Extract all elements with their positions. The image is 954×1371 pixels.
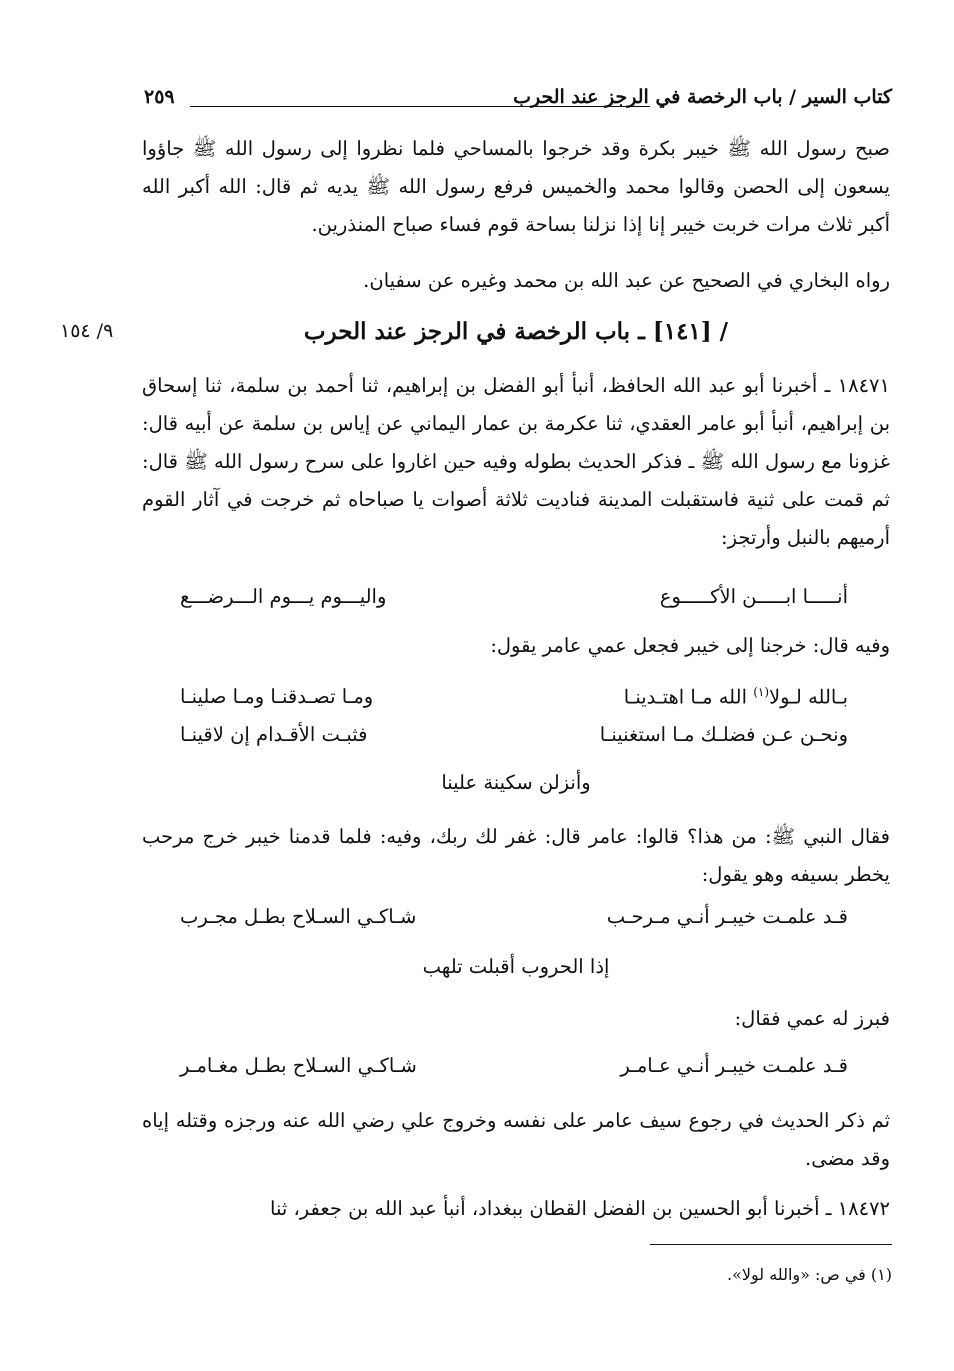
paragraph-1: صبح رسول الله ﷺ خيبر بكرة وقد خرجوا بالمساحي فلما نظروا إلى رسول الله ﷺ جاؤوا يسعون إلى الحصن وقالوا محمد والخميس فرفع رسول الله ﷺ يديه ثم قال: الله أكبر الله أكبر ثلاث مرات خربت خيبر إنا إذا نزلنا بساحة قوم فساء صباح المنذرين.	[142, 137, 890, 236]
paragraph-5: ثم ذكر الحديث في رجوع سيف عامر على نفسه وخروج علي رضي الله عنه ورجزه وقتله إياه وقد مضى.	[142, 1109, 890, 1170]
verse-5-first-hemistich: قـد علمـت خيبـر أنـي عـامـر	[620, 1054, 848, 1077]
verse-2	[180, 685, 848, 723]
verse-1-first-hemistich: أنـــــا ابـــــن الأكـــــوع	[659, 585, 848, 608]
verse-4-second-hemistich: شـاكـي السـلاح بطـل مجـرب	[180, 905, 417, 928]
paragraph-2: رواه البخاري في الصحيح عن عبد الله بن محمد وغيره عن سفيان.	[363, 269, 890, 292]
page-header	[140, 86, 892, 116]
paragraph-4: فقال النبي ﷺ: من هذا؟ قالوا: عامر قال: غفر لك ربك، وفيه: فلما قدمنا خيبر خرج مرحب يخطر بسيفه وهو يقول:	[142, 825, 890, 886]
centered-line-1: وأنزلن سكينة علينا	[441, 771, 591, 794]
verse-3-second-hemistich: فثبـت الأقـدام إن لاقينـا	[180, 723, 368, 746]
page-number: ٢٥٩	[144, 86, 175, 108]
verse-4	[180, 905, 848, 943]
footnote: (١) في ص: «والله لولا».	[727, 1265, 892, 1284]
verse-2-first-hemistich	[624, 685, 848, 709]
verse-5	[180, 1054, 848, 1092]
verse-4-first-hemistich: قـد علمـت خيبـر أنـي مـرحـب	[606, 905, 848, 928]
chapter-title: / [١٤١] ـ باب الرخصة في الرجز عند الحرب	[303, 318, 729, 345]
verse-3	[180, 723, 848, 761]
verse-2-first-part: بـالله لـولا	[769, 685, 848, 709]
verse-1-second-hemistich: واليـــوم يـــوم الـــرضـــع	[180, 585, 387, 608]
verse-5-second-hemistich: شـاكـي السـلاح بطـل مغـامـر	[180, 1054, 417, 1077]
line-1: وفيه قال: خرجنا إلى خيبر فجعل عمي عامر يقول:	[490, 634, 890, 657]
margin-reference: ٩/ ١٥٤	[60, 320, 114, 342]
paragraph-6: ١٨٤٧٢ ـ أخبرنا أبو الحسين بن الفضل القطان ببغداد، أنبأ عبد الله بن جعفر، ثنا	[270, 1197, 890, 1220]
header-rule	[190, 106, 650, 107]
centered-line-2: إذا الحروب أقبلت تلهب	[422, 955, 610, 978]
footnote-rule	[650, 1244, 892, 1245]
verse-3-first-hemistich: ونحـن عـن فضلـك مـا استغنينـا	[599, 723, 848, 746]
verse-2-second-hemistich: ومـا تصـدقنـا ومـا صلينـا	[180, 685, 374, 708]
verse-2-second-part: الله مـا اهتـدينـا	[623, 685, 754, 709]
line-2: فبرز له عمي فقال:	[734, 1007, 890, 1030]
paragraph-3: ١٨٤٧١ ـ أخبرنا أبو عبد الله الحافظ، أنبأ أبو الفضل بن إبراهيم، ثنا أحمد بن سلمة، ثنا إسحاق بن إبراهيم، أنبأ أبو عامر العقدي، ثنا عكرمة بن عمار اليماني عن إياس بن سلمة عن أبيه قال: غزونا مع رسول الله ﷺ ـ فذكر الحديث بطوله وفيه حين اغاروا على سرح رسول الله ﷺ قال: ثم قمت على ثنية فاستقبلت المدينة فناديت ثلاثة أصوات يا صباحاه ثم خرجت في آثار القوم أرميهم بالنبل وأرتجز:	[142, 374, 890, 549]
running-title: كتاب السير / باب الرخصة في الرجز عند الحرب	[513, 86, 892, 108]
footnote-marker: (١)	[753, 685, 770, 699]
verse-1	[180, 585, 848, 623]
